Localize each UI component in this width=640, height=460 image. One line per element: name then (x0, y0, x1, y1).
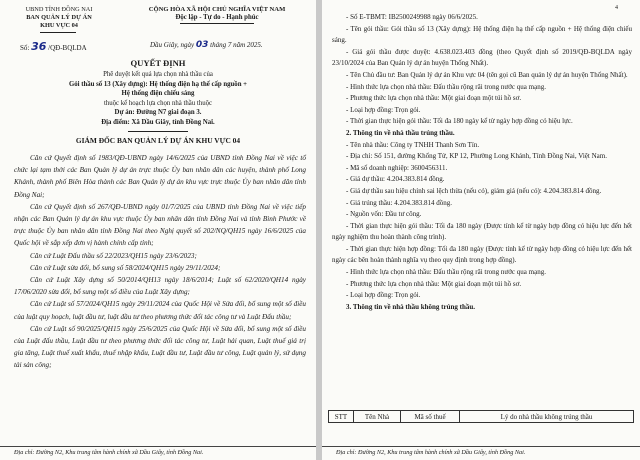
winner-info-line: - Giá dự thầu sau hiệu chỉnh sai lệch thừa (nếu có), giảm giá (nếu có): 4.204.383.814 đồng. (346, 186, 602, 195)
winner-info-line: - Thời gian thực hiện gói thầu: Tối đa 180 ngày (Được tính kể từ ngày hợp đồng có hiệu lực đến hết ngày nghiệm thu hoàn thành công trình). (332, 221, 632, 242)
legal-basis (14, 152, 306, 372)
subject-underline (128, 131, 188, 132)
legal-basis-item: Căn cứ Quyết định số 267/QĐ-UBND ngày 01/7/2025 của UBND tỉnh Đồng Nai về việc tiếp nhận các Ban Quản lý dự án khu vực thuộc Ủy ban nhân dân tỉnh Đồng Nai và tỉnh Bình Phước về trực thuộc Ủy ban nhân dân tỉnh Đồng Nai theo Nghị quyết số 202/NQ/QH15 ngày 16/6/2025 của Quốc hội về sắp xếp đơn vị hành chính cấp tỉnh; (14, 202, 306, 248)
agency-line-1: UBND TỈNH ĐỒNG NAI (25, 6, 93, 13)
winner-info-line: - Giá dự thầu: 4.204.383.814 đồng. (346, 175, 445, 184)
document-page-left (0, 0, 316, 460)
winner-info-line: - Mã số doanh nghiệp: 3600456311. (346, 163, 448, 172)
table-header-tax-code: Mã số thuế (401, 411, 460, 423)
table-header-stt: STT (329, 411, 354, 423)
winner-info-line: - Giá trúng thầu: 4.204.383.814 đồng. (346, 198, 452, 207)
losing-bidders-table (328, 410, 634, 423)
legal-basis-item: Căn cứ Luật Đấu thầu số 22/2023/QH15 ngày 23/6/2023; (30, 251, 197, 260)
package-info-line: - Phương thức lựa chọn nhà thầu: Một giai đoạn một túi hồ sơ. (346, 94, 522, 103)
winner-info-line: - Hình thức lựa chọn nhà thầu: Đấu thầu rộng rãi trong nước qua mạng. (346, 268, 546, 277)
subject-line-1: Phê duyệt kết quả lựa chọn nhà thầu của (103, 71, 213, 78)
subject-line-6: Địa điểm: Xã Dầu Giây, tỉnh Đồng Nai. (101, 118, 215, 126)
winner-info-line: - Địa chỉ: Số 151, đường Khổng Tử, KP 12, Phường Long Khánh, Tỉnh Đồng Nai, Việt Nam. (346, 152, 607, 161)
handwritten-day: 03 (195, 40, 209, 50)
national-underline (180, 23, 254, 24)
subject-line-3: Hệ thống điện chiếu sáng (121, 90, 195, 98)
subject-line-4: thuộc kế hoạch lựa chọn nhà thầu thuộc (103, 99, 213, 107)
subject-line-5: Dự án: Đường N7 giai đoạn 3. (114, 109, 202, 117)
section-2-heading: 2. Thông tin về nhà thầu trúng thầu. (346, 128, 455, 137)
package-info-line: - Loại hợp đồng: Trọn gói. (346, 105, 421, 114)
document-date (150, 40, 263, 50)
package-info-line: - Thời gian thực hiện gói thầu: Tối đa 180 ngày kể từ ngày hợp đồng có hiệu lực. (346, 117, 573, 126)
page-number: 4 (615, 5, 618, 11)
director-heading: GIÁM ĐỐC BAN QUẢN LÝ DỰ ÁN KHU VỰC 04 (75, 136, 241, 145)
date-suffix: tháng 7 năm 2025. (210, 41, 263, 49)
date-prefix: Dầu Giây, ngày (150, 41, 195, 49)
decision-subject (0, 70, 316, 128)
document-page-right (322, 0, 640, 460)
subject-line-2: Gói thầu số 13 (Xây dựng): Hệ thống điện hạ thế cấp nguồn + (68, 80, 248, 88)
agency-underline (40, 32, 76, 33)
table-header-name: Tên Nhà (354, 411, 401, 423)
package-info (332, 12, 632, 313)
page-footer: Địa chỉ: Đường N2, Khu trung tâm hành chính xã Dầu Giây, tỉnh Đồng Nai. (0, 446, 316, 460)
winner-info-line: - Thời gian thực hiện hợp đồng: Tối đa 180 ngày (Được tính kể từ ngày hợp đồng có hiệu lực đến hết ngày các bên hoàn thành nghĩa vụ theo quy định trong hợp đồng). (332, 244, 632, 265)
legal-basis-item: Căn cứ Luật số 57/2024/QH15 ngày 29/11/2024 của Quốc Hội về Sửa đổi, bổ sung một số điều của luật quy hoạch, luật đầu tư, luật đầu tư theo phương thức đối tác công tư và Luật Đấu thầu; (14, 300, 306, 321)
agency-line-2: BAN QUẢN LÝ DỰ ÁN (26, 14, 92, 21)
table-header-reason: Lý do nhà thầu không trúng thầu (460, 411, 634, 423)
legal-basis-item: Căn cứ Luật số 90/2025/QH15 ngày 25/6/2025 của Quốc Hội về Sửa đổi, bổ sung một số điều của Luật đấu thầu, Luật đầu tư theo phương thức đối tác công tư, Luật hải quan, Luật thuế giá trị gia tăng, Luật thuế xuất khẩu, thuế nhập khẩu, Luật đầu tư, Luật đầu tư công, Luật quản lý, sử dụng tài sản công; (14, 324, 306, 370)
winner-info-line: - Nguồn vốn: Đầu tư công. (346, 210, 422, 219)
package-info-line: - Số E-TBMT: IB2500249988 ngày 06/6/2025. (346, 13, 478, 21)
winner-info-line: - Tên nhà thầu: Công ty TNHH Thanh Sơn Tín. (346, 140, 480, 149)
handwritten-number: 36 (31, 40, 47, 53)
agency-line-3: KHU VỰC 04 (40, 22, 78, 29)
document-number (20, 40, 87, 53)
package-info-line: - Tên gói thầu: Gói thầu số 13 (Xây dựng): Hệ thống điện hạ thế cấp nguồn + Hệ thống điện chiếu sáng. (332, 24, 632, 45)
national-motto-1: CỘNG HÒA XÃ HỘI CHỦ NGHĨA VIỆT NAM (148, 6, 286, 13)
decision-title: QUYẾT ĐỊNH (130, 58, 186, 68)
package-info-line: - Giá gói thầu được duyệt: 4.638.023.403 đồng (theo Quyết định số 2019/QĐ-BQLDA ngày 23/10/2024 của Ban Quản lý dự án huyện Thống Nhất). (332, 47, 632, 68)
legal-basis-item: Căn cứ Luật sửa đổi, bổ sung số 58/2024/QH15 ngày 29/11/2024; (30, 263, 221, 272)
legal-basis-item: Căn cứ Luật Xây dựng số 50/2014/QH13 ngày 18/6/2014; Luật số 62/2020/QH14 ngày 17/06/2020 sửa đổi, bổ sung một số điều của Luật Xây dựng; (14, 276, 306, 297)
package-info-line: - Hình thức lựa chọn nhà thầu: Đấu thầu rộng rãi trong nước qua mạng. (346, 82, 546, 91)
winner-info-line: - Phương thức lựa chọn nhà thầu: Một giai đoạn một túi hồ sơ. (346, 279, 522, 288)
number-label: Số: (20, 44, 30, 52)
table-header-row (329, 411, 634, 423)
page-footer: Địa chỉ: Đường N2, Khu trung tâm hành chính xã Dầu Giây, tỉnh Đồng Nai. (322, 446, 640, 460)
national-motto-2: Độc lập - Tự do - Hạnh phúc (175, 14, 259, 21)
number-suffix: /QĐ-BQLDA (48, 44, 87, 52)
national-header (122, 6, 312, 22)
agency-header (6, 6, 112, 30)
winner-info-line: - Loại hợp đồng: Trọn gói. (346, 291, 421, 300)
section-3-heading: 3. Thông tin về nhà thầu không trúng thầu. (346, 302, 476, 311)
legal-basis-item: Căn cứ Quyết định số 1983/QĐ-UBND ngày 14/6/2025 của UBND tỉnh Đồng Nai về việc tổ chức lại tạm thời các Ban Quản lý dự án trực thuộc Ủy ban nhân dân các huyện, thành phố Long Khánh, thành phố Biên Hòa thành các Ban Quản lý dự án khu vực trực thuộc Ủy ban nhân dân tỉnh Đồng Nai; (14, 154, 306, 199)
package-info-line: - Tên Chủ đầu tư: Ban Quản lý dự án Khu vực 04 (tên gọi cũ Ban quản lý dự án huyện Thống Nhất). (346, 70, 628, 79)
